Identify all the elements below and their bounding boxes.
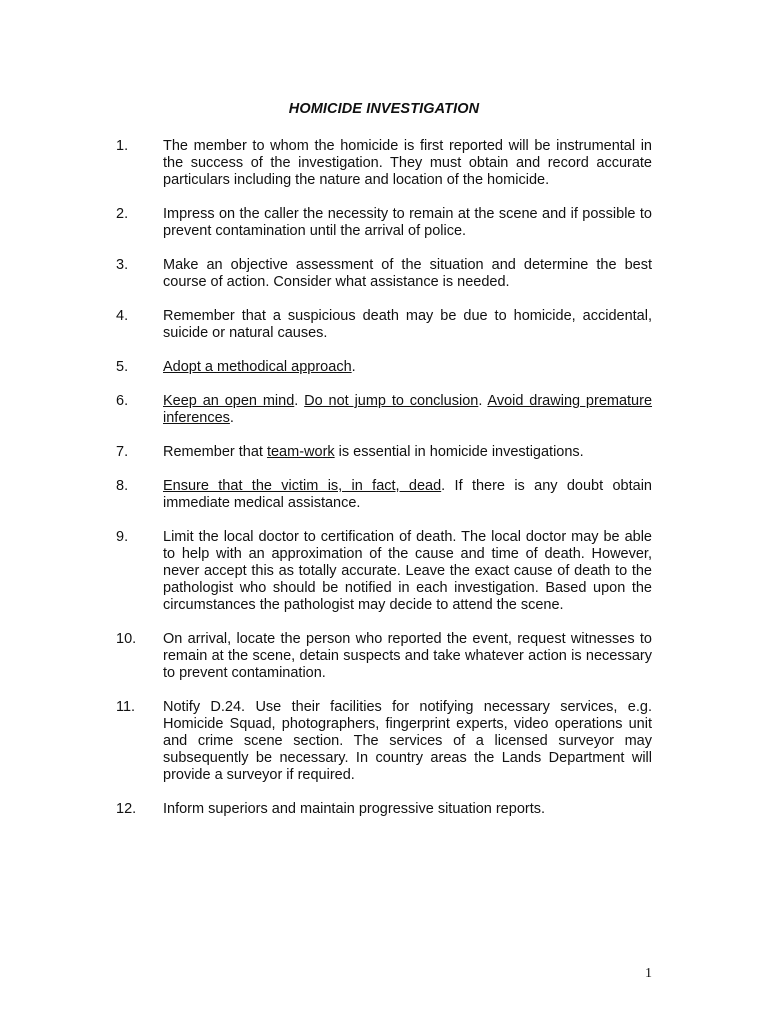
text-segment: Inform superiors and maintain progressive situation reports. (163, 801, 546, 817)
list-item-text (163, 478, 652, 512)
list-item-text (163, 206, 652, 240)
document-title: HOMICIDE INVESTIGATION (288, 101, 480, 117)
list-item (116, 699, 652, 784)
underlined-text: Ensure that the victim is, in fact, dead (163, 478, 442, 494)
text-segment: The member to whom the homicide is first reported will be instrumental in the success of the investigation. They must obtain and record accurate particulars including the nature and location of the homicide. (163, 138, 652, 188)
list-item-text (163, 529, 652, 614)
list-item-number: 3. (116, 257, 129, 273)
numbered-list (116, 138, 652, 835)
list-item-number: 11. (116, 699, 136, 715)
underlined-text: team-work (266, 444, 335, 460)
underlined-text: Avoid drawing premature inferences (163, 393, 653, 426)
text-segment: is essential in homicide investigations. (334, 444, 584, 460)
list-item-number: 12. (116, 801, 137, 817)
list-item-number: 10. (116, 631, 137, 647)
list-item (116, 393, 652, 427)
list-item-number: 9. (116, 529, 129, 545)
list-item (116, 444, 652, 461)
text-segment: Remember that (163, 444, 267, 460)
underlined-text: Adopt a methodical approach (163, 359, 352, 375)
list-item (116, 631, 652, 682)
list-item-text (163, 631, 652, 682)
list-item (116, 138, 652, 189)
text-segment: Make an objective assessment of the situation and determine the best course of action. Consider what assistance is needed. (163, 257, 652, 290)
text-segment: . (229, 410, 234, 426)
list-item-number: 1. (116, 138, 129, 154)
list-item (116, 359, 652, 376)
text-segment: . If there is any doubt obtain immediate medical assistance. (163, 478, 652, 511)
list-item-text (163, 257, 652, 291)
list-item (116, 801, 652, 818)
list-item (116, 206, 652, 240)
list-item-text (163, 699, 652, 784)
text-segment: On arrival, locate the person who reported the event, request witnesses to remain at the scene, detain suspects and take whatever action is necessary to prevent contamination. (163, 631, 652, 681)
list-item-text (163, 359, 652, 376)
list-item-number: 7. (116, 444, 129, 460)
list-item (116, 478, 652, 512)
list-item-number: 2. (116, 206, 129, 222)
list-item-number: 5. (116, 359, 129, 375)
list-item-text (163, 444, 652, 461)
text-segment: Remember that a suspicious death may be due to homicide, accidental, suicide or natural causes. (163, 308, 652, 341)
list-item-text (163, 801, 652, 818)
list-item (116, 308, 652, 342)
list-item-text (163, 138, 652, 189)
list-item-text (163, 393, 652, 427)
text-segment: . (351, 359, 356, 375)
underlined-text: Keep an open mind (163, 393, 295, 409)
list-item (116, 529, 652, 614)
text-segment: Limit the local doctor to certification of death. The local doctor may be able to help with an approximation of the cause and time of death. However, never accept this as totally accurate. Leave the exact cause of death to the pathologist who should be notified in each investigation. Based upon the circumstances the pathologist may decide to attend the scene. (163, 529, 652, 613)
text-segment: . (294, 393, 305, 409)
list-item (116, 257, 652, 291)
list-item-text (163, 308, 652, 342)
text-segment: Notify D.24. Use their facilities for notifying necessary services, e.g. Homicide Squad, photographers, fingerprint experts, video operations unit and crime scene section. The services of a licensed surveyor may subsequently be necessary. In country areas the Lands Department will provide a surveyor if required. (163, 699, 652, 783)
text-segment: . (478, 393, 488, 409)
text-segment: Impress on the caller the necessity to remain at the scene and if possible to prevent contamination until the arrival of police. (163, 206, 652, 239)
page-number: 1 (645, 966, 652, 981)
underlined-text: Do not jump to conclusion (304, 393, 479, 409)
list-item-number: 6. (116, 393, 129, 409)
list-item-number: 4. (116, 308, 129, 324)
list-item-number: 8. (116, 478, 129, 494)
